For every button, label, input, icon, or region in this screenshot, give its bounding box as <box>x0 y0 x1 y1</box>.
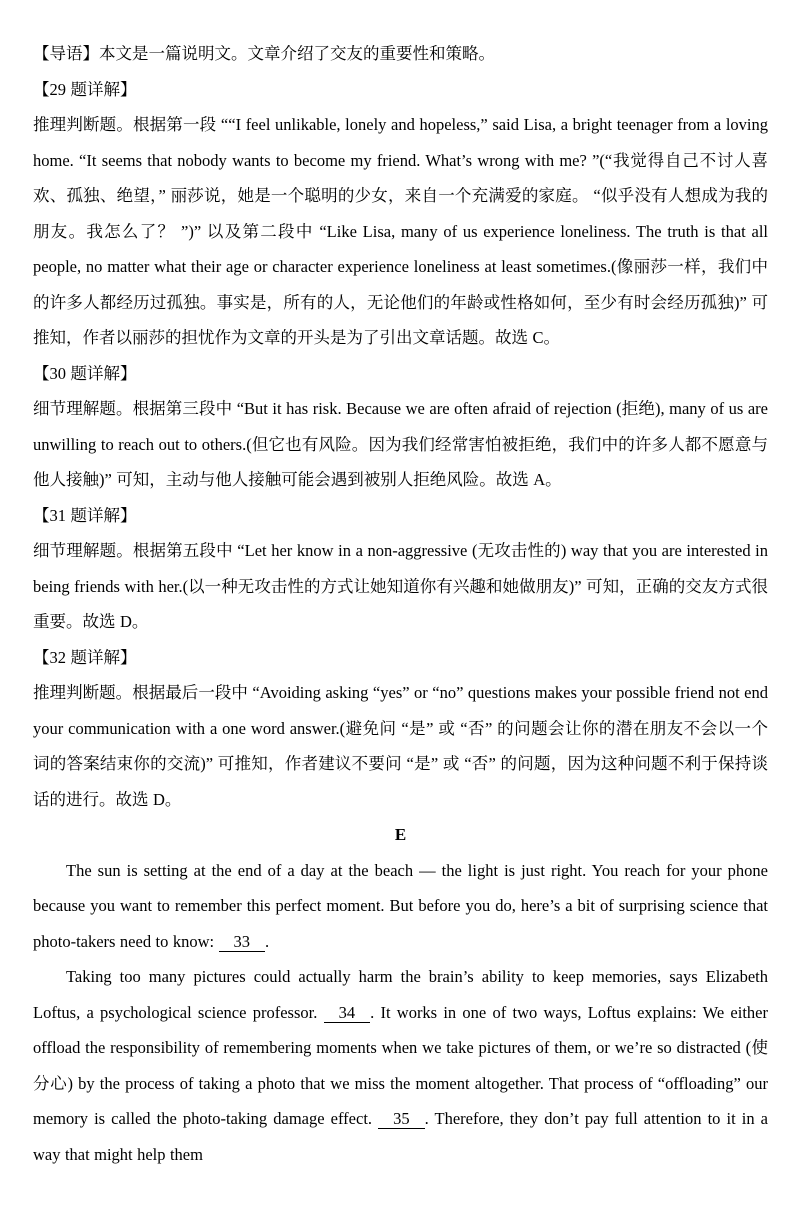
section-32-heading: 【32 题详解】 <box>33 647 137 667</box>
section-31-heading: 【31 题详解】 <box>33 505 137 525</box>
passage-section-letter: E <box>394 825 407 844</box>
answer-blank: 33 <box>219 932 266 952</box>
section-29-heading: 【29 题详解】 <box>33 79 137 99</box>
answer-blank: 34 <box>324 1003 371 1023</box>
section-30-body: 细节理解题。根据第三段中 “But it has risk. Because we are often afraid of rejection (拒绝), many of us are unwilling to reach out to others.(但它也有风险。因为我们经常害怕被拒绝，我们中的许多人都不愿意与他人接触)” 可知，主动与他人接触可能会遇到被别人拒绝风险。故选 A。 <box>33 399 768 489</box>
intro-paragraph: 【导语】本文是一篇说明文。文章介绍了交友的重要性和策略。 <box>33 44 495 63</box>
section-31-body: 细节理解题。根据第五段中 “Let her know in a non-aggressive (无攻击性的) way that you are interested in being friends with her.(以一种无攻击性的方式让她知道你有兴趣和她做朋友)” 可知，正确的交友方式很重要。故选 D。 <box>33 541 768 631</box>
section-30-heading: 【30 题详解】 <box>33 363 137 383</box>
section-32-body: 推理判断题。根据最后一段中 “Avoiding asking “yes” or “no” questions makes your possible friend not end your communication with a one word answer.(避免问 “是” 或 “否” 的问题会让你的潜在朋友不会以一个词的答案结束你的交流)” 可推知，作者建议不要问 “是” 或 “否” 的问题，因为这种问题不利于保持谈话的进行。故选 D。 <box>33 683 768 809</box>
section-29-body: 推理判断题。根据第一段 ““I feel unlikable, lonely and hopeless,” said Lisa, a bright teenager from a loving home. “It seems that nobody wants to become my friend. What’s wrong with me? ”(“我觉得自己不讨人喜欢、孤独、绝望，” 丽莎说，她是一个聪明的少女，来自一个充满爱的家庭。 “似乎没有人想成为我的朋友。我怎么了？ ”)” 以及第二段中 “Like Lisa, many of us experience loneliness. The truth is that all people, no matter what their age or character experience loneliness at least sometimes.(像丽莎一样，我们中的许多人都经历过孤独。事实是，所有的人，无论他们的年龄或性格如何，至少有时会经历孤独)” 可推知，作者以丽莎的担忧作为文章的开头是为了引出文章话题。故选 C。 <box>33 115 768 347</box>
passage-paragraph-1: The sun is setting at the end of a day at the beach — the light is just right. You reach for your phone because you want to remember this perfect moment. But before you do, here’s a bit of surprising science that photo-takers need to know: 33 . <box>33 860 768 951</box>
answer-blank: 35 <box>378 1109 425 1129</box>
passage-paragraph-2: Taking too many pictures could actually harm the brain’s ability to keep memories, says Elizabeth Loftus, a psychological science professor. 34 . It works in one of two ways, Loftus explains: We either offload the responsibility of remembering moments when we take pictures of them, or we’re so distracted (使分心) by the process of taking a photo that we miss the moment altogether. That process of “offloading” our memory is called the photo-taking damage effect. 35 . Therefore, they don’t pay full attention to it in a way that might help them <box>33 967 768 1164</box>
